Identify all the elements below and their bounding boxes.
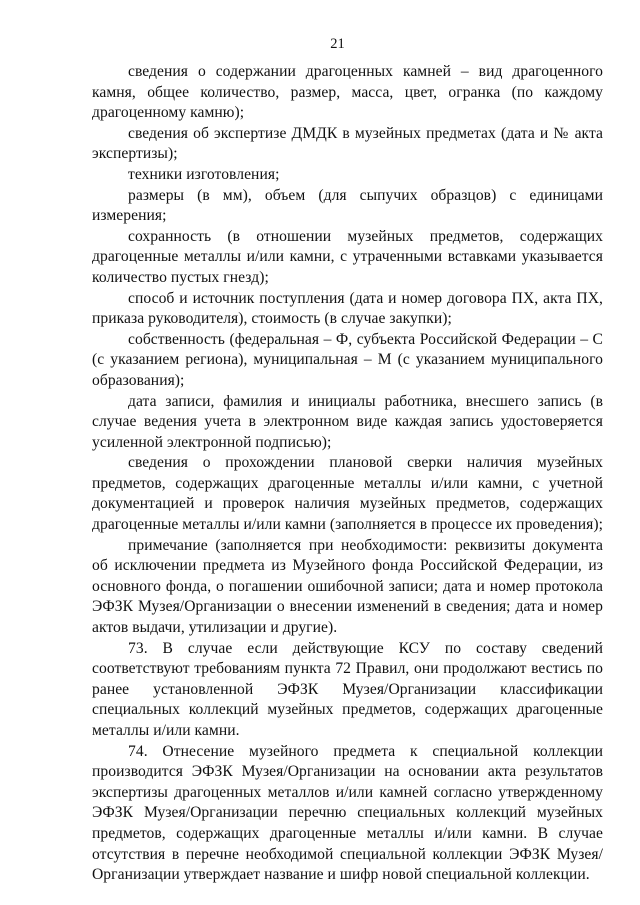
- paragraph-acquisition: способ и источник поступления (дата и номер договора ПХ, акта ПХ, приказа руководителя), стоимость (в случае закупки);: [92, 289, 603, 328]
- paragraph-ownership: собственность (федеральная – Ф, субъекта Российской Федерации – С (с указанием региона), муниципальная – М (с указанием муниципального образования);: [92, 330, 603, 389]
- paragraph-note: примечание (заполняется при необходимости: реквизиты документа об исключении предмета из Музейного фонда Российской Федерации, из основного фонда, о погашении ошибочной записи; дата и номер протокола ЭФЗК Музея/Организации о внесении изменений в сведения; дата и номер актов выдачи, утилизации и другие).: [92, 536, 603, 637]
- paragraph-dimensions: размеры (в мм), объем (для сыпучих образцов) с единицами измерения;: [92, 186, 603, 225]
- paragraph-record-date: дата записи, фамилия и инициалы работника, внесшего запись (в случае ведения учета в электронном виде каждая запись удостоверяется усиленной электронной подписью);: [92, 392, 603, 451]
- page-number: 21: [330, 36, 345, 52]
- paragraph-inventory-check: сведения о прохождении плановой сверки наличия музейных предметов, содержащих драгоценные металлы и/или камни, с учетной документацией и проверок наличия музейных предметов, содержащих драгоценные металлы и/или камни (заполняется в процессе их проведения);: [92, 454, 603, 534]
- paragraph-techniques: техники изготовления;: [128, 165, 280, 183]
- paragraph-item-74: 74. Отнесение музейного предмета к специальной коллекции производится ЭФЗК Музея/Организации на основании акта результатов экспертизы драгоценных металлов и/или камней согласно утвержденному ЭФЗК Музея/Организации перечню специальных коллекций музейных предметов, содержащих драгоценные металлы и/или камни. В случае отсутствия в перечне необходимой специальной коллекции ЭФЗК Музея/Организации утверждает название и шифр новой специальной коллекции.: [92, 742, 603, 884]
- paragraph-precious-stones: сведения о содержании драгоценных камней – вид драгоценного камня, общее количество, размер, масса, цвет, огранка (по каждому драгоценному камню);: [92, 63, 603, 122]
- paragraph-item-73: 73. В случае если действующие КСУ по составу сведений соответствуют требованиям пункта 72 Правил, они продолжают вестись по ранее установленной ЭФЗК Музея/Организации классификации специальных коллекций музейных предметов, содержащих драгоценные металлы и/или камни.: [92, 639, 603, 739]
- paragraph-condition: сохранность (в отношении музейных предметов, содержащих драгоценные металлы и/или камни, с утраченными вставками указывается количество пустых гнезд);: [92, 227, 603, 286]
- paragraph-expertise: сведения об экспертизе ДМДК в музейных предметах (дата и № акта экспертизы);: [92, 124, 603, 163]
- document-page: [92, 34, 603, 886]
